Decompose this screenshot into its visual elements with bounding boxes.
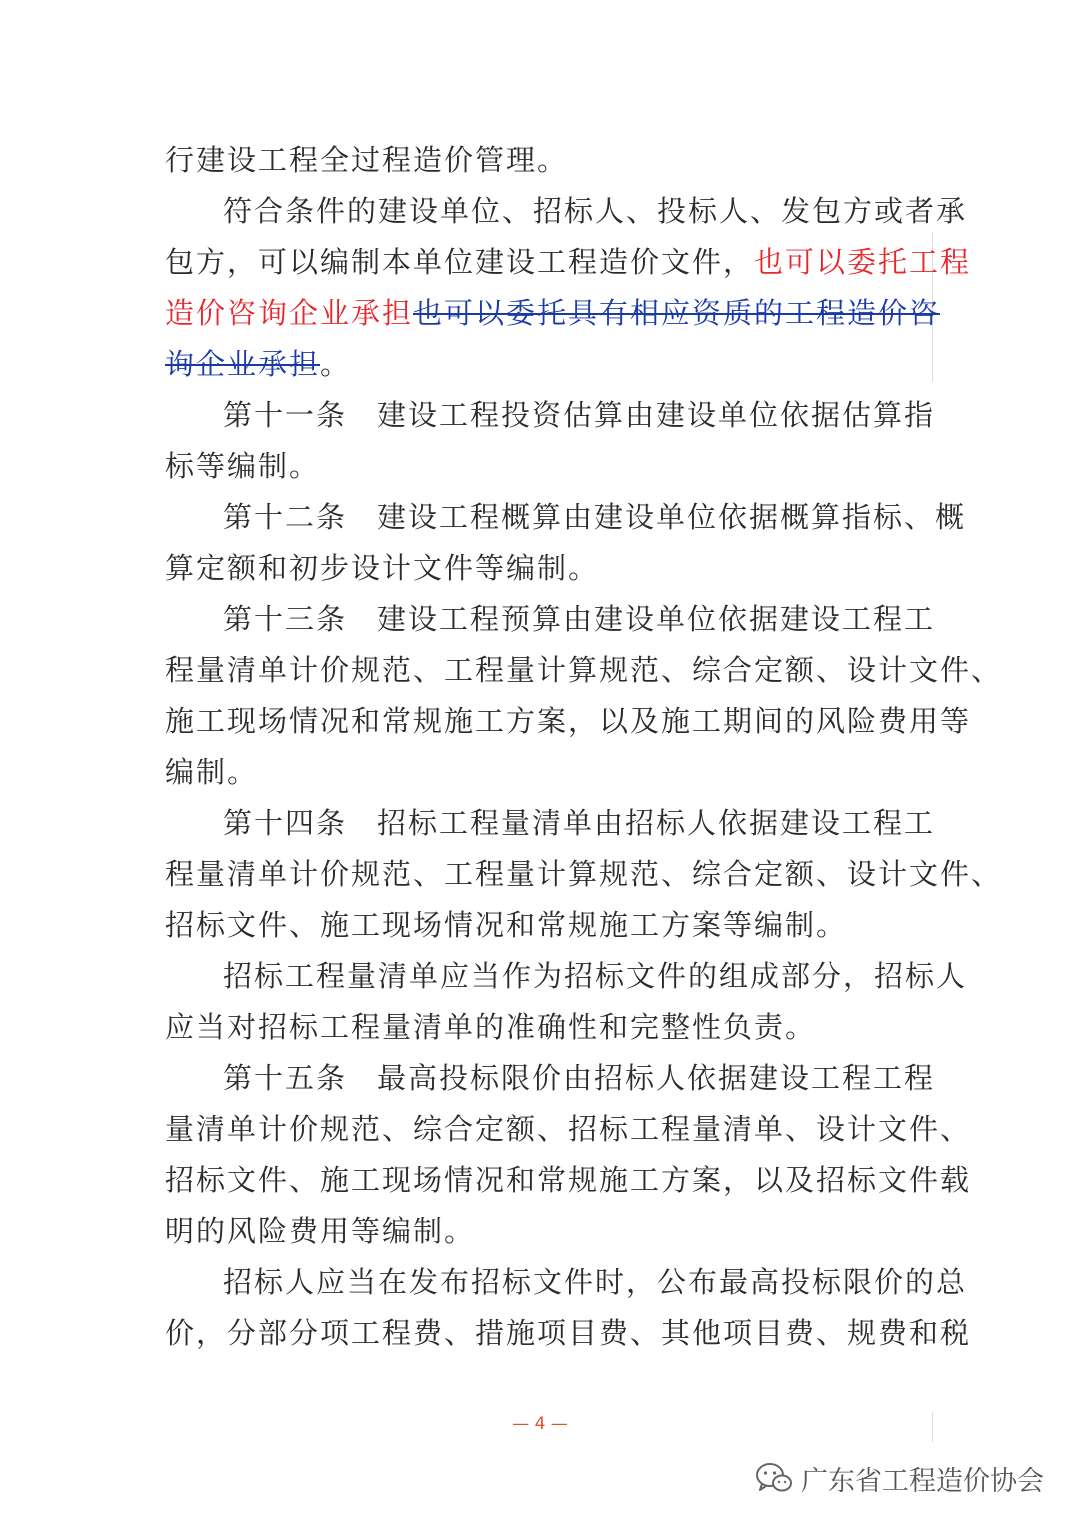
page-number: — 4 — bbox=[512, 1414, 568, 1434]
text-line bbox=[165, 849, 1003, 900]
text-line bbox=[165, 390, 936, 441]
text-segment: 程量清单计价规范、工程量计算规范、综合定额、设计文件、 bbox=[165, 653, 1003, 687]
text-segment: 招标人应当在发布招标文件时，公布最高投标限价的总 bbox=[223, 1265, 968, 1299]
text-line bbox=[165, 900, 925, 951]
text-segment: 量清单计价规范、综合定额、招标工程量清单、设计文件、 bbox=[165, 1112, 972, 1146]
text-line bbox=[165, 492, 967, 543]
text-segment: 。 bbox=[320, 347, 352, 381]
text-line bbox=[165, 237, 972, 288]
deleted-text: 询企业承担 bbox=[165, 347, 321, 381]
watermark bbox=[755, 1456, 1044, 1500]
text-line bbox=[165, 594, 936, 645]
inserted-text: 造价咨询企业承担 bbox=[165, 296, 414, 330]
inserted-text: 也可以委托工程 bbox=[754, 245, 972, 279]
text-segment: 第十二条 bbox=[223, 500, 348, 534]
text-line bbox=[165, 1155, 972, 1206]
deleted-text: 也可以委托具有相应资质的工程造价咨 bbox=[413, 296, 941, 330]
text-segment: 建设工程预算由建设单位依据建设工程工 bbox=[377, 602, 936, 636]
text-segment: 招标工程量清单由招标人依据建设工程工 bbox=[377, 806, 936, 840]
watermark-text: 广东省工程造价协会 bbox=[801, 1465, 1044, 1497]
text-line bbox=[165, 1308, 972, 1359]
text-segment: 招标工程量清单应当作为招标文件的组成部分，招标人 bbox=[223, 959, 968, 993]
text-line bbox=[165, 135, 925, 186]
text-segment: 第十五条 bbox=[223, 1061, 348, 1095]
text-line bbox=[165, 1053, 936, 1104]
text-segment: 价，分部分项工程费、措施项目费、其他项目费、规费和税 bbox=[165, 1316, 972, 1350]
text-line bbox=[165, 1257, 968, 1308]
text-line bbox=[165, 1206, 925, 1257]
wechat-icon bbox=[755, 1461, 793, 1495]
text-line bbox=[165, 441, 925, 492]
text-line bbox=[165, 951, 968, 1002]
text-segment: 招标文件、施工现场情况和常规施工方案，以及招标文件载 bbox=[165, 1163, 972, 1197]
text-segment: 应当对招标工程量清单的准确性和完整性负责。 bbox=[165, 1010, 817, 1044]
text-segment: 第十一条 bbox=[223, 398, 348, 432]
text-segment: 建设工程投资估算由建设单位依据估算指 bbox=[377, 398, 936, 432]
text-line bbox=[165, 1002, 925, 1053]
document-body bbox=[165, 135, 1003, 1359]
text-line bbox=[165, 696, 972, 747]
text-line bbox=[165, 288, 941, 339]
text-line bbox=[165, 645, 1003, 696]
text-segment: 第十四条 bbox=[223, 806, 348, 840]
text-segment: 标等编制。 bbox=[165, 449, 321, 483]
text-line bbox=[165, 339, 925, 390]
text-line bbox=[165, 798, 936, 849]
text-segment: 程量清单计价规范、工程量计算规范、综合定额、设计文件、 bbox=[165, 857, 1003, 891]
text-line bbox=[165, 543, 925, 594]
text-segment: 建设工程概算由建设单位依据概算指标、概 bbox=[377, 500, 967, 534]
text-segment: 行建设工程全过程造价管理。 bbox=[165, 143, 569, 177]
text-line bbox=[165, 747, 925, 798]
text-segment: 招标文件、施工现场情况和常规施工方案等编制。 bbox=[165, 908, 848, 942]
text-line bbox=[165, 1104, 972, 1155]
text-segment: 最高投标限价由招标人依据建设工程工程 bbox=[377, 1061, 936, 1095]
text-segment: 编制。 bbox=[165, 755, 259, 789]
text-segment: 第十三条 bbox=[223, 602, 348, 636]
text-segment: 算定额和初步设计文件等编制。 bbox=[165, 551, 600, 585]
text-segment: 明的风险费用等编制。 bbox=[165, 1214, 476, 1248]
text-segment: 施工现场情况和常规施工方案，以及施工期间的风险费用等 bbox=[165, 704, 972, 738]
text-segment: 包方，可以编制本单位建设工程造价文件， bbox=[165, 245, 755, 279]
text-line bbox=[165, 186, 968, 237]
text-segment: 符合条件的建设单位、招标人、投标人、发包方或者承 bbox=[223, 194, 968, 228]
